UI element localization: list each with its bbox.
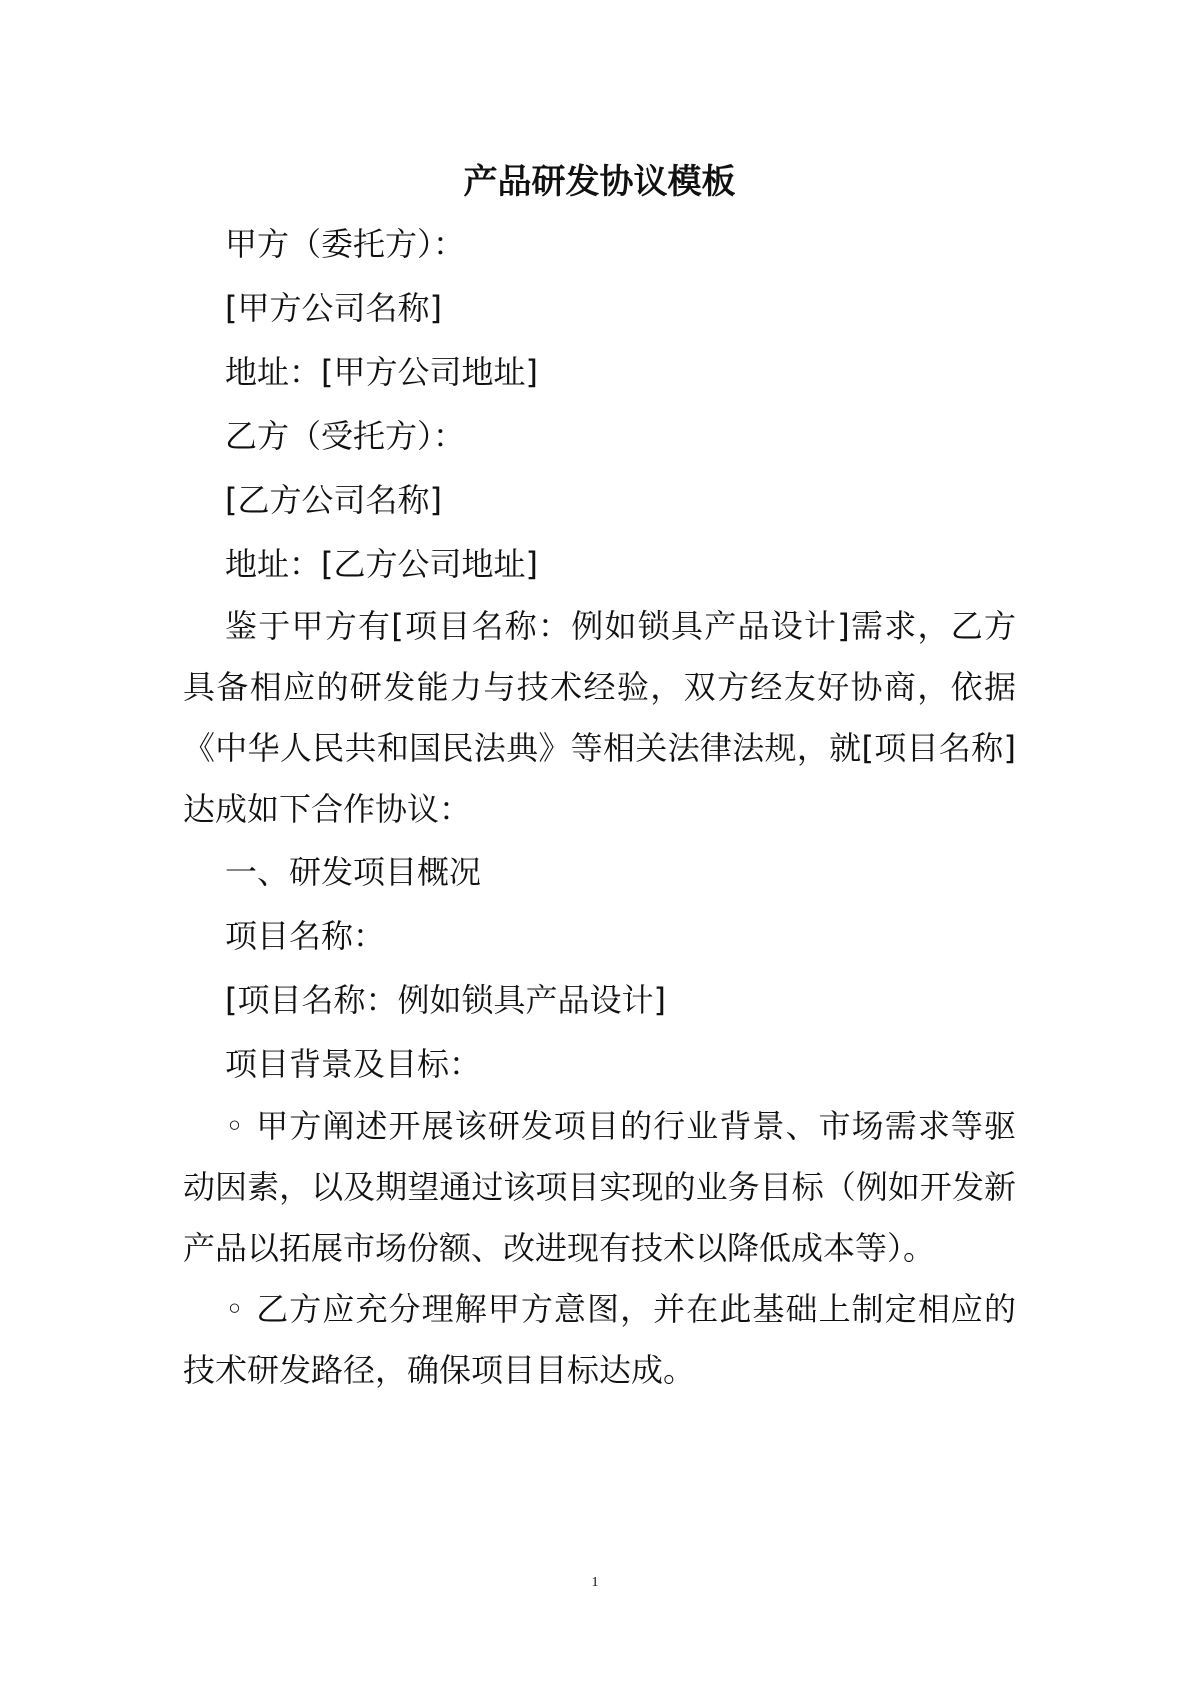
project-name-label: 项目名称： xyxy=(225,917,386,955)
preamble-paragraph: 鉴于甲方有[项目名称：例如锁具产品设计]需求，乙方具备相应的研发能力与技术经验，双方经友好协商，依据《中华人民共和国民法典》等相关法律法规，就[项目名称]达成如下合作协议： xyxy=(183,607,1016,828)
bullet-paragraph-background: ◦ 甲方阐述开展该研发项目的行业背景、市场需求等驱动因素，以及期望通过该项目实现的业务目标（例如开发新产品以拓展市场份额、改进现有技术以降低成本等）。 xyxy=(183,1107,1016,1267)
party-a-label: 甲方（委托方）： xyxy=(225,225,466,263)
page-number: 1 xyxy=(591,1575,599,1590)
section-heading-project-overview: 一、研发项目概况 xyxy=(225,853,482,891)
party-b-name: [乙方公司名称] xyxy=(225,481,442,519)
party-a-address: 地址：[甲方公司地址] xyxy=(225,353,538,391)
document-body xyxy=(183,152,1016,1401)
party-b-address: 地址：[乙方公司地址] xyxy=(225,545,538,583)
party-a-name: [甲方公司名称] xyxy=(225,289,442,327)
party-b-label: 乙方（受托方）： xyxy=(225,417,466,455)
project-background-label: 项目背景及目标： xyxy=(225,1045,482,1083)
project-name-value: [项目名称：例如锁具产品设计] xyxy=(225,981,666,1019)
document-title: 产品研发协议模板 xyxy=(463,162,736,202)
bullet-paragraph-understanding: ◦ 乙方应充分理解甲方意图，并在此基础上制定相应的技术研发路径，确保项目目标达成。 xyxy=(183,1290,1016,1389)
